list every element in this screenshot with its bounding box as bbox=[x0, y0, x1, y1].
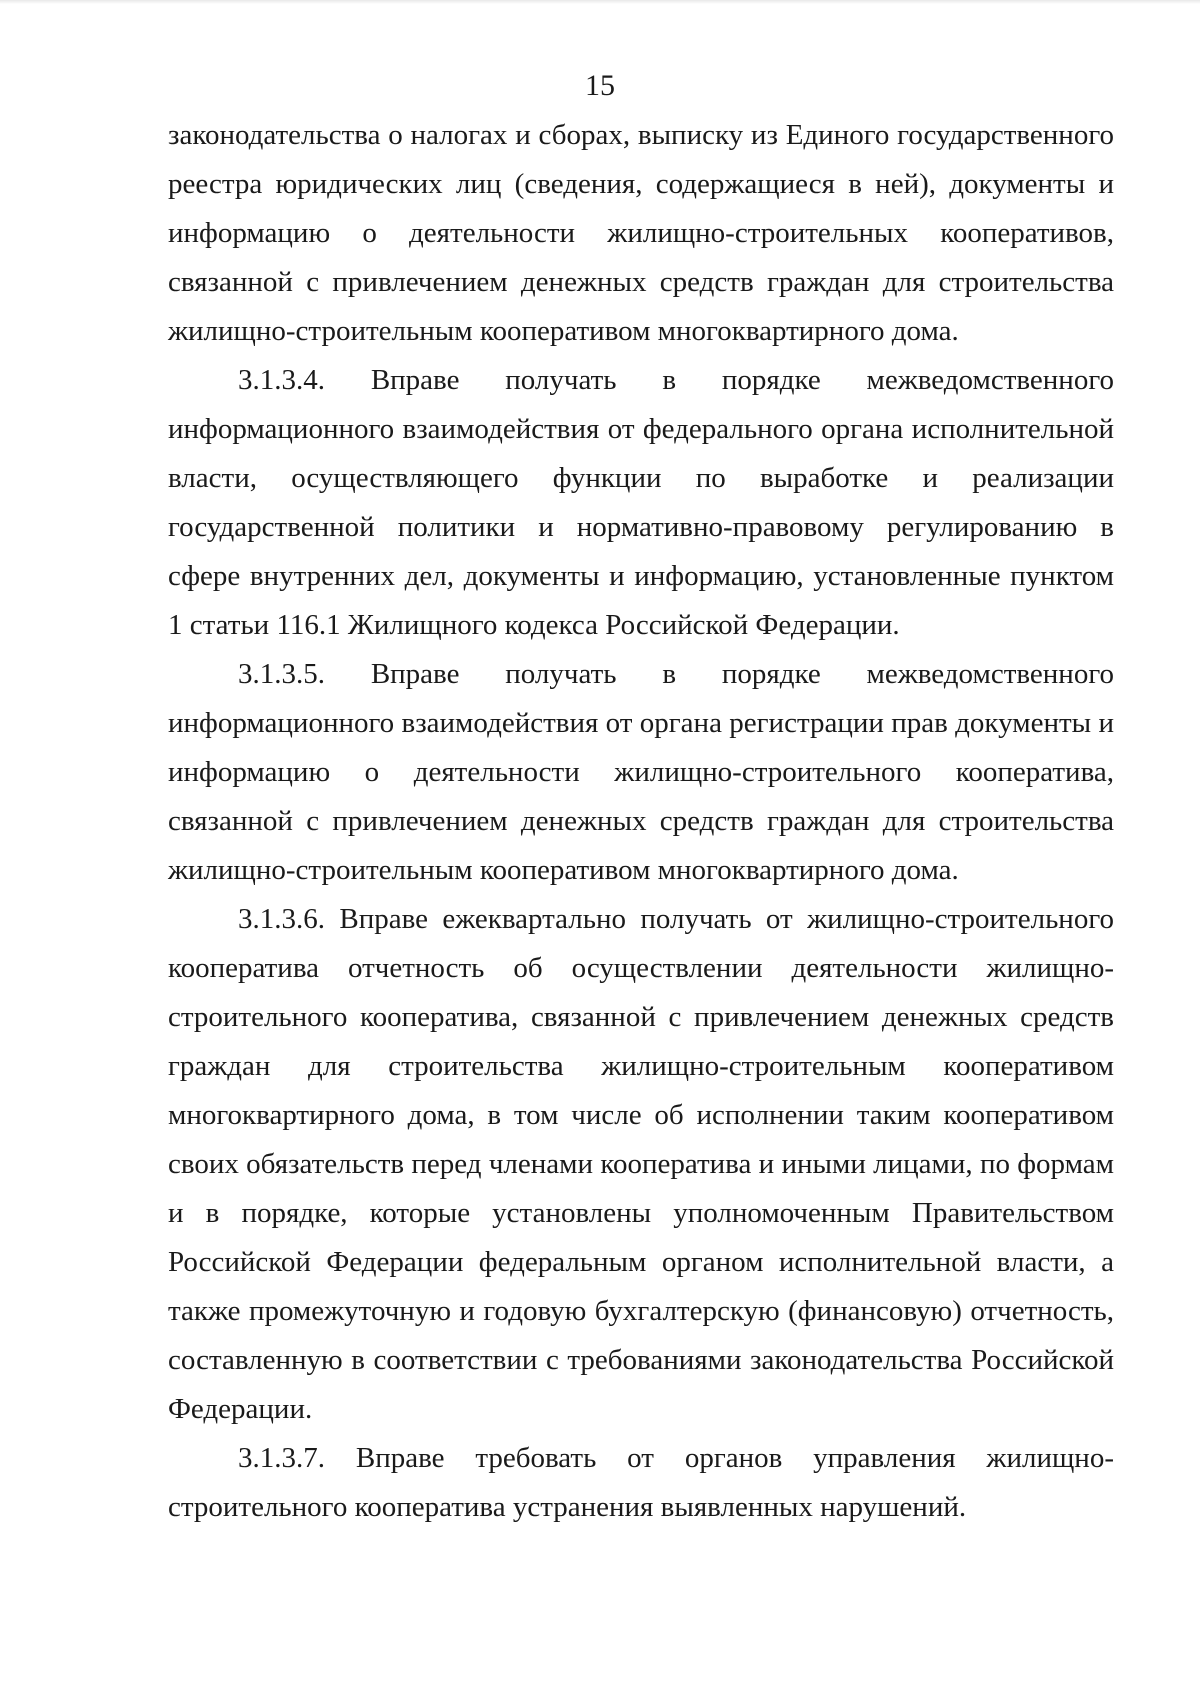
scan-edge bbox=[0, 0, 1200, 4]
document-body bbox=[168, 111, 1114, 1532]
paragraph-3-1-3-7: 3.1.3.7. Вправе требовать от органов управления жилищно-строительного кооператива устранения выявленных нарушений. bbox=[168, 1442, 1114, 1523]
paragraph-3-1-3-6: 3.1.3.6. Вправе ежеквартально получать от жилищно-строительного кооператива отчетность об осуществлении деятельности жилищно-строительного кооператива, связанной с привлечением денежных средств граждан для строительства жилищно-строительным кооперативом многоквартирного дома, в том числе об исполнении таким кооперативом своих обязательств перед членами кооператива и иными лицами, по формам и в порядке, которые установлены уполномоченным Правительством Российской Федерации федеральным органом исполнительной власти, а также промежуточную и годовую бухгалтерскую (финансовую) отчетность, составленную в соответствии с требованиями законодательства Российской Федерации. bbox=[168, 903, 1114, 1425]
paragraph-continuation: законодательства о налогах и сборах, выписку из Единого государственного реестра юридических лиц (сведения, содержащиеся в ней), документы и информацию о деятельности жилищно-строительных кооперативов, связанной с привлечением денежных средств граждан для строительства жилищно-строительным кооперативом многоквартирного дома. bbox=[168, 119, 1114, 347]
paragraph-3-1-3-4: 3.1.3.4. Вправе получать в порядке межведомственного информационного взаимодействия от федерального органа исполнительной власти, осуществляющего функции по выработке и реализации государственной политики и нормативно-правовому регулированию в сфере внутренних дел, документы и информацию, установленные пунктом 1 статьи 116.1 Жилищного кодекса Российской Федерации. bbox=[168, 364, 1114, 641]
paragraph-3-1-3-5: 3.1.3.5. Вправе получать в порядке межведомственного информационного взаимодействия от органа регистрации прав документы и информацию о деятельности жилищно-строительного кооператива, связанной с привлечением денежных средств граждан для строительства жилищно-строительным кооперативом многоквартирного дома. bbox=[168, 658, 1114, 886]
page-number: 15 bbox=[585, 69, 615, 102]
